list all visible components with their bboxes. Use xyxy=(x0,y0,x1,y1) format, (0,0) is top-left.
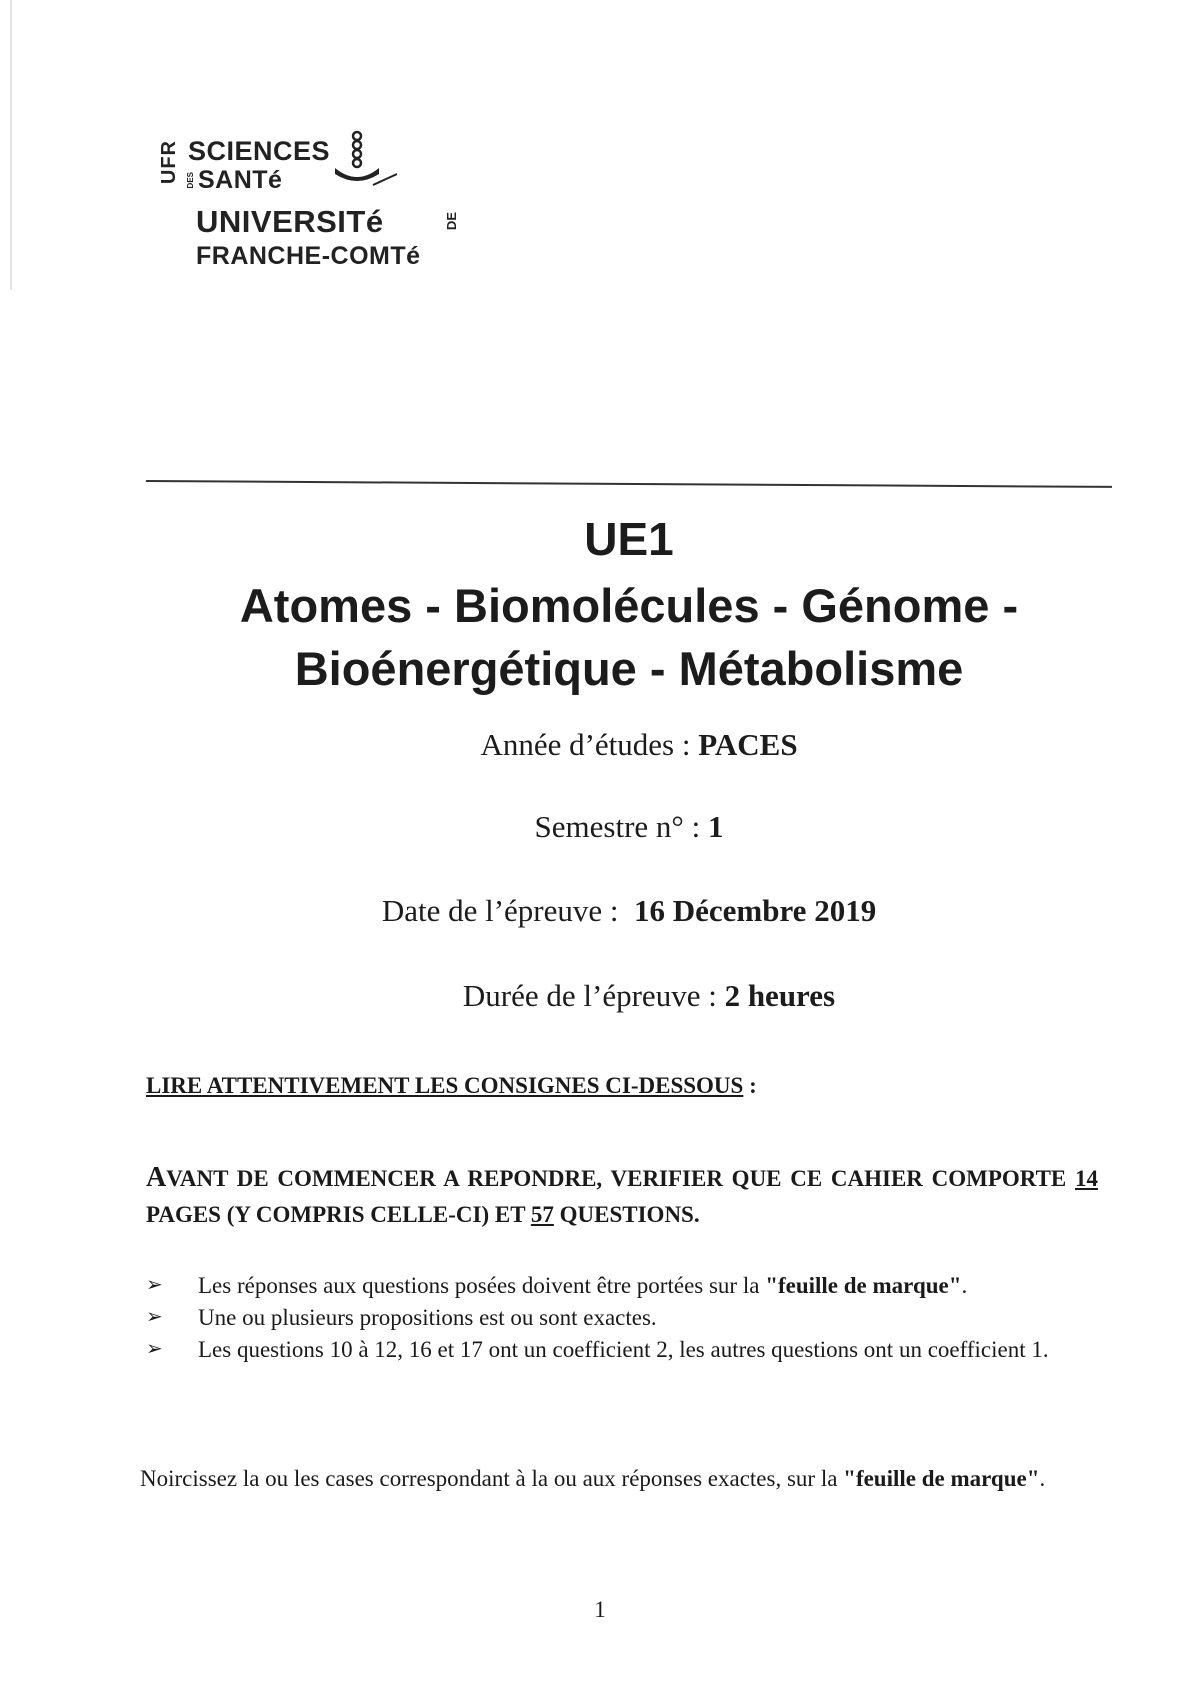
exam-date xyxy=(146,893,1112,929)
logo-ufr-text: UFR xyxy=(158,140,180,185)
question-count: 57 xyxy=(530,1202,554,1227)
instructions-list xyxy=(146,1270,1098,1366)
logo-sante-text: SANTé xyxy=(198,166,283,194)
bullet-3-text: Les questions 10 à 12, 16 et 17 ont un coefficient 2, les autres questions ont un coefficient 1. xyxy=(198,1337,1049,1362)
exam-date-label: Date de l’épreuve : xyxy=(381,893,634,928)
logo-des-text: DES xyxy=(186,172,195,189)
marking-note xyxy=(140,1462,1098,1495)
list-item xyxy=(146,1334,1098,1365)
bullet-1-bold: "feuille de marque" xyxy=(765,1273,962,1298)
course-code: UE1 xyxy=(584,513,674,565)
exam-duration xyxy=(146,978,1132,1014)
logo-universite-text: UNIVERSITé xyxy=(196,204,384,239)
page-count-warning xyxy=(146,1160,1098,1233)
semester xyxy=(146,809,1112,845)
page-count: 14 xyxy=(1075,1166,1098,1191)
study-year xyxy=(146,727,1122,763)
scan-edge xyxy=(10,0,12,290)
horizontal-rule xyxy=(146,480,1112,488)
course-title-line-1: Atomes - Biomolécules - Génome - xyxy=(239,579,1019,632)
study-year-label: Année d’études : xyxy=(480,727,699,762)
bullet-1-text: Les réponses aux questions posées doivent être portées sur la xyxy=(198,1273,766,1298)
warning-initial: A xyxy=(146,1162,167,1193)
semester-label: Semestre n° : xyxy=(534,809,708,844)
instructions-heading-colon: : xyxy=(743,1073,757,1098)
course-title-line-2: Bioénergétique - Métabolisme xyxy=(294,642,964,695)
list-item xyxy=(146,1270,1098,1301)
bullet-1-end: . xyxy=(961,1273,968,1298)
page-number: 1 xyxy=(594,1597,606,1622)
university-logo xyxy=(158,136,478,286)
warning-part-2: PAGES (Y COMPRIS CELLE-CI) ET xyxy=(146,1202,531,1227)
marking-note-text: Noircissez la ou les cases correspondant à la ou aux réponses exactes, sur la xyxy=(140,1466,844,1491)
arrow-bullet-icon: ➢ xyxy=(146,1338,163,1360)
exam-duration-value: 2 heures xyxy=(724,978,836,1013)
caduceus-emblem-icon xyxy=(333,130,397,188)
study-year-value: PACES xyxy=(698,727,798,762)
warning-part-1: VANT DE COMMENCER A REPONDRE, VERIFIER QUE CE CAHIER COMPORTE xyxy=(166,1166,1075,1191)
warning-part-3: QUESTIONS. xyxy=(553,1202,700,1227)
arrow-bullet-icon: ➢ xyxy=(146,1306,163,1328)
list-item xyxy=(146,1302,1098,1333)
exam-duration-label: Durée de l’épreuve : xyxy=(462,978,725,1013)
instructions-heading-text: LIRE ATTENTIVEMENT LES CONSIGNES CI-DESSOUS xyxy=(146,1073,744,1098)
arrow-bullet-icon: ➢ xyxy=(146,1274,163,1296)
exam-date-value: 16 Décembre 2019 xyxy=(634,893,877,928)
logo-de-text: DE xyxy=(444,212,459,231)
semester-value: 1 xyxy=(707,809,724,844)
logo-sciences-text: SCIENCES xyxy=(188,136,331,166)
bullet-2-text: Une ou plusieurs propositions est ou sont exactes. xyxy=(198,1305,657,1330)
marking-note-end: . xyxy=(1039,1466,1046,1491)
marking-note-bold: "feuille de marque" xyxy=(843,1466,1040,1491)
logo-franche-comte-text: FRANCHE-COMTé xyxy=(196,242,421,270)
instructions-heading xyxy=(146,1073,757,1099)
